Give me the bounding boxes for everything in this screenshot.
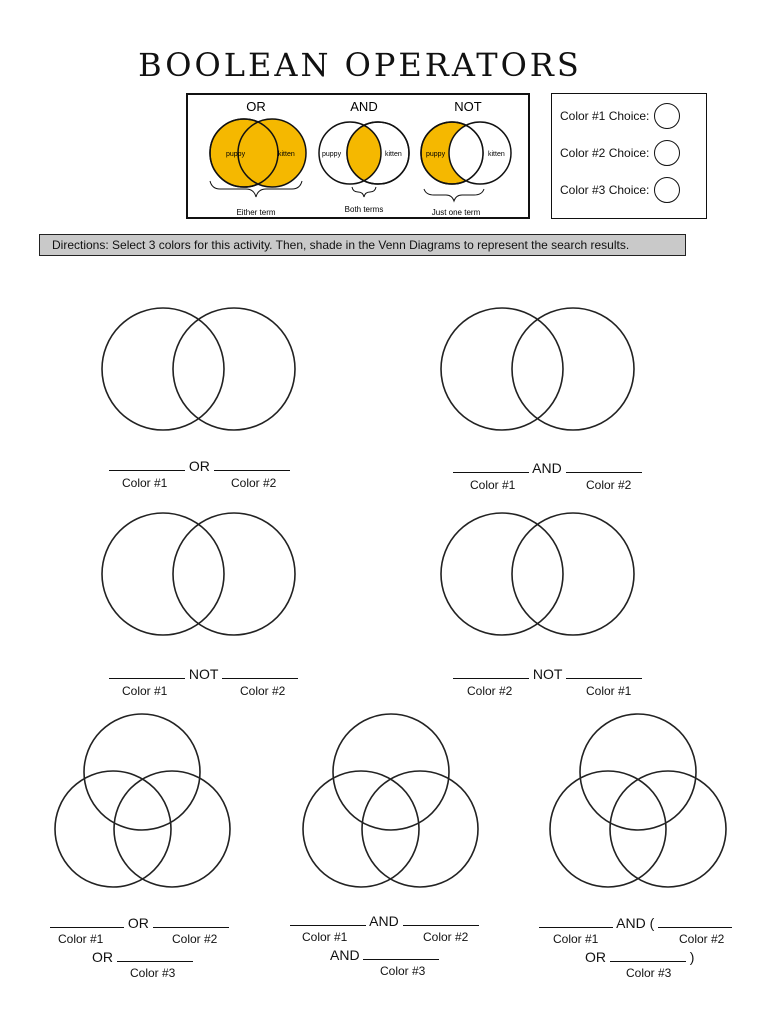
venn-7-caption-2: Color #2 (679, 932, 725, 946)
venn-6-caption-3: Color #3 (380, 964, 426, 978)
venn-6-blank-2[interactable] (403, 911, 479, 926)
venn-5-operator-1: OR (127, 915, 149, 931)
venn-4-blank-right[interactable] (566, 664, 642, 679)
venn-3-expression (109, 664, 298, 682)
or-heading: OR (246, 99, 266, 114)
venn-3-right-circle[interactable] (173, 513, 295, 635)
venn-6-operator-1: AND (369, 913, 399, 929)
venn-5-caption-2: Color #2 (172, 932, 218, 946)
venn-3-blank-right[interactable] (222, 664, 298, 679)
venn-4-expression (453, 664, 642, 682)
venn-7-operator-1: AND ( (616, 915, 655, 931)
venn-4-blank-left[interactable] (453, 664, 529, 679)
venn-5-caption-1: Color #1 (58, 932, 104, 946)
venn-2-right-caption: Color #2 (586, 478, 632, 492)
venn-7-expression-line-2 (585, 947, 694, 965)
venn-1-left-caption: Color #1 (122, 476, 168, 490)
venn-5-operator-2: OR (92, 949, 113, 965)
venn-2-operator: AND (532, 460, 562, 476)
venn-1-right-caption: Color #2 (231, 476, 277, 490)
color-2-choice-label: Color #2 Choice: (560, 146, 650, 160)
venn-6-blank-3[interactable] (363, 945, 439, 960)
venn-1-blank-left[interactable] (109, 456, 185, 471)
venn-6-blank-1[interactable] (290, 911, 366, 926)
color-1-choice-label: Color #1 Choice: (560, 109, 650, 123)
venn-6-caption-2: Color #2 (423, 930, 469, 944)
and-right-term: kitten (385, 151, 402, 158)
not-right-term: kitten (488, 151, 505, 158)
page-title: BOOLEAN OPERATORS (138, 46, 582, 84)
venn-6-expression-line-2 (330, 945, 439, 963)
venn-6-caption-1: Color #1 (302, 930, 348, 944)
venn-3-left-circle[interactable] (102, 513, 224, 635)
venn-4-right-circle[interactable] (512, 513, 634, 635)
and-heading: AND (350, 99, 378, 114)
venn-5-blank-2[interactable] (153, 913, 229, 928)
venn-5-expression-line-2 (92, 947, 193, 965)
or-right-term: kitten (278, 151, 295, 158)
venn-7-operator-2: OR (585, 949, 606, 965)
not-left-term: puppy (426, 151, 446, 158)
venn-7-blank-3[interactable] (610, 947, 686, 962)
venn-7-caption-1: Color #1 (553, 932, 599, 946)
venn-2-blank-right[interactable] (566, 458, 642, 473)
color-3-choice-label: Color #3 Choice: (560, 183, 650, 197)
venn-6-operator-2: AND (330, 947, 360, 963)
venn-7-expression-line-1 (539, 913, 732, 931)
venn-7-close-paren: ) (689, 949, 695, 965)
not-caption: Just one term (431, 208, 481, 217)
venn-4-operator: NOT (532, 666, 563, 682)
venn-7-blank-1[interactable] (539, 913, 613, 928)
or-caption: Either term (236, 208, 276, 217)
venn-3-right-caption: Color #2 (240, 684, 286, 698)
venn-4-left-circle[interactable] (441, 513, 563, 635)
and-caption: Both terms (344, 205, 384, 214)
venn-1-operator: OR (188, 458, 210, 474)
venn-4-left-caption: Color #2 (467, 684, 513, 698)
or-left-term: puppy (226, 151, 246, 158)
venn-3-left-caption: Color #1 (122, 684, 168, 698)
venn-6-expression-line-1 (290, 911, 479, 929)
venn-5-blank-3[interactable] (117, 947, 193, 962)
venn-4-right-caption: Color #1 (586, 684, 632, 698)
venn-2-left-caption: Color #1 (470, 478, 516, 492)
venn-1-expression (109, 456, 290, 474)
venn-2-blank-left[interactable] (453, 458, 529, 473)
venn-5-blank-1[interactable] (50, 913, 124, 928)
venn-1-right-circle[interactable] (173, 308, 295, 430)
venn-1-blank-right[interactable] (214, 456, 290, 471)
venn-5-expression-line-1 (50, 913, 229, 931)
venn-2-left-circle[interactable] (441, 308, 563, 430)
directions-banner: Directions: Select 3 colors for this activity. Then, shade in the Venn Diagrams to represent the search results. (39, 234, 686, 256)
venn-7-blank-2[interactable] (658, 913, 732, 928)
not-heading: NOT (454, 99, 482, 114)
venn-3-operator: NOT (188, 666, 219, 682)
venn-2-expression (453, 458, 642, 476)
venn-2-right-circle[interactable] (512, 308, 634, 430)
venn-1-left-circle[interactable] (102, 308, 224, 430)
venn-5-caption-3: Color #3 (130, 966, 176, 980)
venn-7-caption-3: Color #3 (626, 966, 672, 980)
venn-3-blank-left[interactable] (109, 664, 185, 679)
and-left-term: puppy (322, 151, 342, 158)
